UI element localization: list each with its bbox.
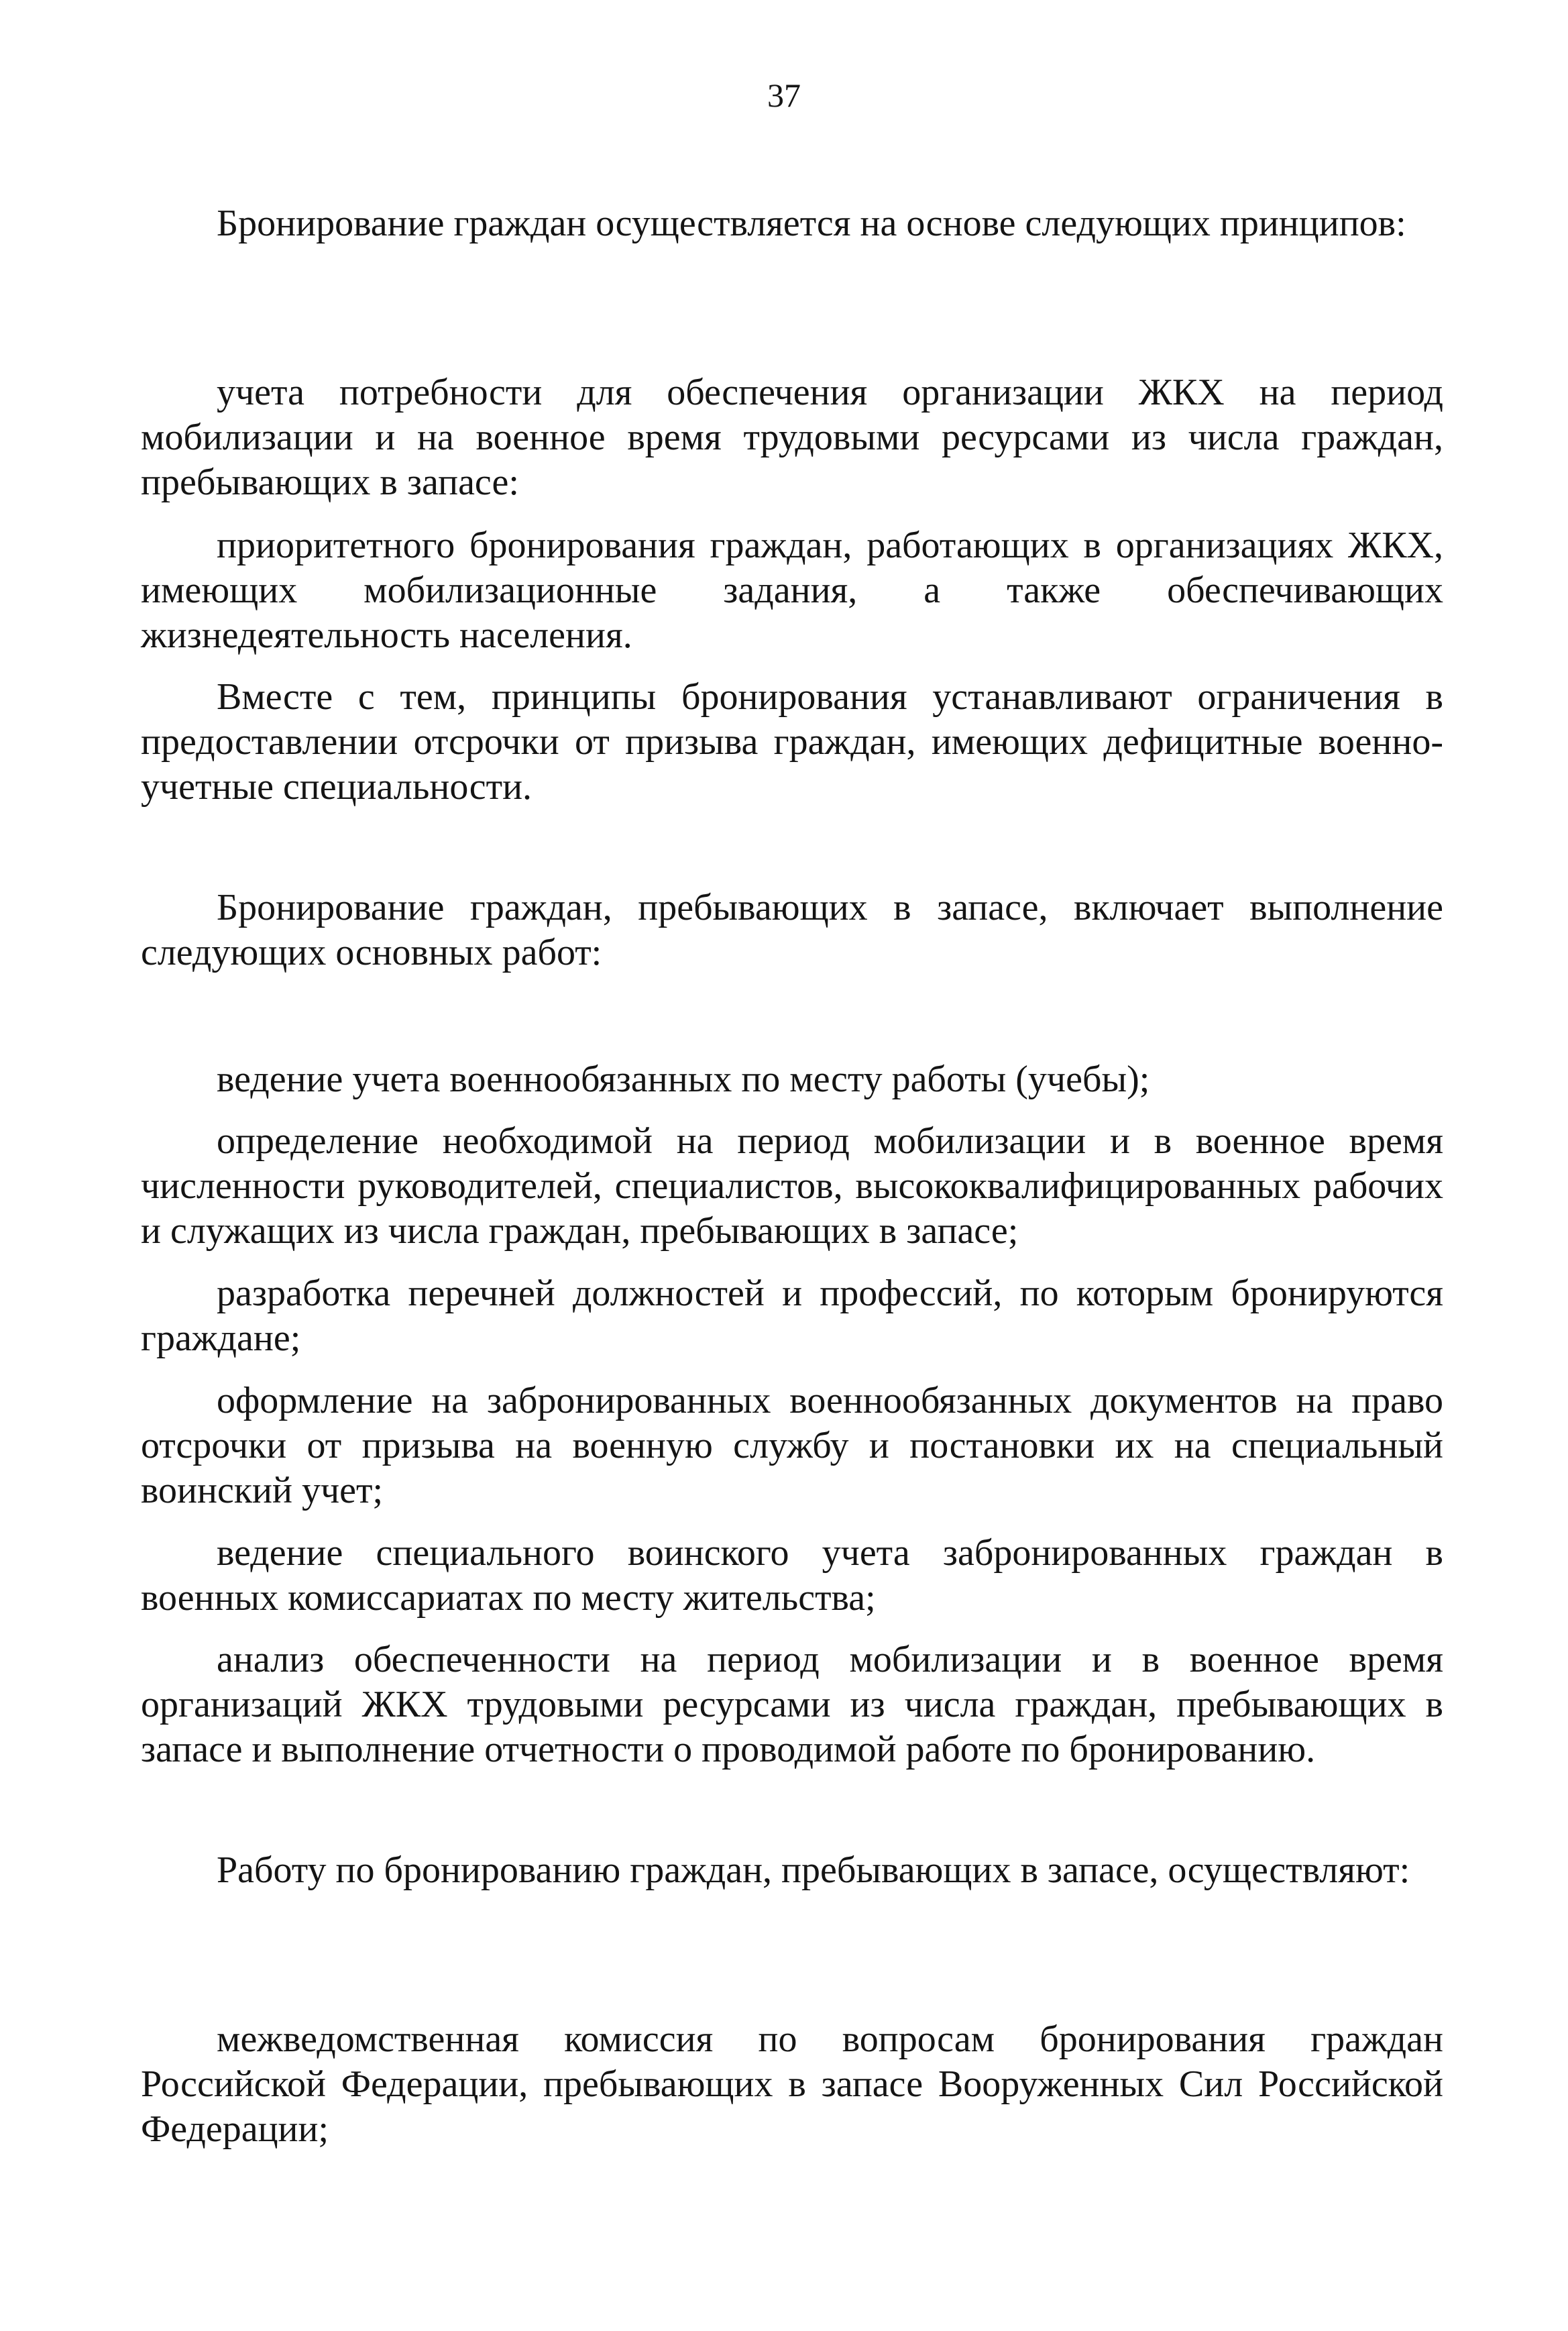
paragraph-work-analysis: анализ обеспеченности на период мобилизации и в военное время организаций ЖКХ трудовыми ресурсами из числа граждан, пребывающих в запасе и выполнение отчетности о проводимой работе по бронированию. — [141, 1639, 1443, 1770]
paragraph-work-special-registration: ведение специального воинского учета забронированных граждан в военных комиссариатах по месту жительства; — [141, 1532, 1443, 1619]
paragraph-performers-intro: Работу по бронированию граждан, пребывающих в запасе, осуществляют: — [217, 1849, 1410, 1891]
paragraph-work-accounting: ведение учета военнообязанных по месту работы (учебы); — [217, 1059, 1150, 1100]
page-number: 37 — [767, 76, 801, 114]
paragraph-work-determining-numbers: определение необходимой на период мобилизации и в военное время численности руководителей, специалистов, высококвалифицированных рабочих и служащих из числа граждан, пребывающих в запасе; — [141, 1120, 1443, 1252]
paragraph-needs-accounting: учета потребности для обеспечения организации ЖКХ на период мобилизации и на военное время трудовыми ресурсами из числа граждан, пребывающих в запасе: — [141, 372, 1443, 503]
paragraph-interdepartmental-commission: межведомственная комиссия по вопросам бронирования граждан Российской Федерации, пребывающих в запасе Вооруженных Сил Российской Федерации; — [141, 2018, 1443, 2150]
paragraph-work-deferment-documents: оформление на забронированных военнообязанных документов на право отсрочки от призыва на военную службу и постановки их на специальный воинский учет; — [141, 1380, 1443, 1511]
paragraph-booking-works-intro: Бронирование граждан, пребывающих в запасе, включает выполнение следующих основных работ: — [141, 887, 1443, 973]
paragraph-restrictions: Вместе с тем, принципы бронирования устанавливают ограничения в предоставлении отсрочки от призыва граждан, имеющих дефицитные военно-учетные специальности. — [141, 676, 1443, 808]
paragraph-booking-principles-intro: Бронирование граждан осуществляется на основе следующих принципов: — [217, 203, 1406, 244]
paragraph-work-lists-of-positions: разработка перечней должностей и профессий, по которым бронируются граждане; — [141, 1272, 1443, 1359]
paragraph-priority-booking: приоритетного бронирования граждан, работающих в организациях ЖКХ, имеющих мобилизационные задания, а также обеспечивающих жизнедеятельность населения. — [141, 525, 1443, 656]
